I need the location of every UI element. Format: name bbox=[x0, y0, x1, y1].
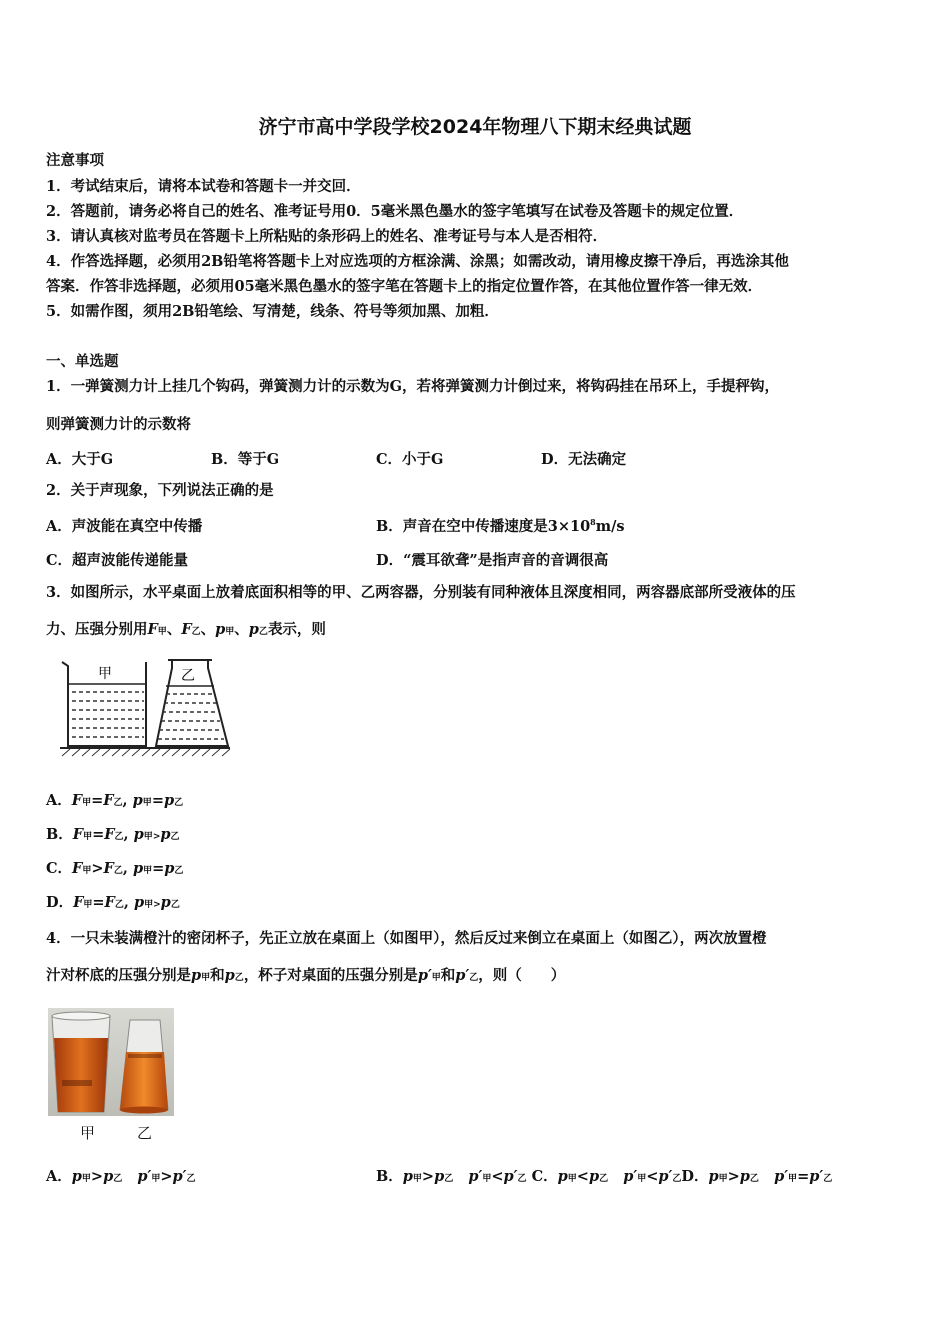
juice-cups-photo bbox=[48, 1008, 174, 1116]
caption-jia: 甲 bbox=[80, 1124, 96, 1142]
q4-options-bcd: B．p甲>p乙 p′甲<p′乙 C．p甲<p乙 p′甲<p′乙D．p甲>p乙 p′甲=p′乙 bbox=[376, 1168, 833, 1185]
q4-stem: 汁对杯底的压强分别是p甲和p乙，杯子对桌面的压强分别是p′甲和p′乙，则（ ） bbox=[46, 967, 566, 984]
notice-item: 1．考试结束后，请将本试卷和答题卡一并交回． bbox=[46, 178, 361, 195]
notice-item: 2．答题前，请务必将自己的姓名、准考证号用0．5毫米黑色墨水的签字笔填写在试卷及答题卡的规定位置． bbox=[46, 203, 744, 220]
q1-option-a: A．大于G bbox=[46, 451, 114, 468]
label-jia: 甲 bbox=[98, 666, 112, 682]
q4-stem: 4．一只未装满橙汁的密闭杯子，先正立放在桌面上（如图甲），然后反过来倒立在桌面上（如图乙），两次放置橙 bbox=[46, 930, 767, 947]
notice-heading: 注意事项 bbox=[46, 152, 104, 169]
q2-option-a: A．声波能在真空中传播 bbox=[46, 518, 203, 535]
notice-item: 3．请认真核对监考员在答题卡上所粘贴的条形码上的姓名、准考证号与本人是否相符． bbox=[46, 228, 608, 245]
q1-option-d: D．无法确定 bbox=[541, 451, 627, 468]
q3-stem: 力、压强分别用F甲、F乙、p甲、p乙表示，则 bbox=[46, 621, 326, 638]
q3-stem: 3．如图所示，水平桌面上放着底面积相等的甲、乙两容器，分别装有同种液体且深度相同，两容器底部所受液体的压 bbox=[46, 584, 796, 601]
containers-figure bbox=[58, 656, 234, 762]
q1-stem: 则弹簧测力计的示数将 bbox=[46, 416, 191, 433]
q2-option-b: B．声音在空中传播速度是$3\times 10^8m/s$ bbox=[376, 517, 625, 535]
notice-item: 5．如需作图，须用2B铅笔绘、写清楚，线条、符号等须加黑、加粗． bbox=[46, 303, 499, 320]
q3-option-b: B．F甲=F乙, p甲>p乙 bbox=[46, 826, 180, 843]
q3-option-c: C．F甲>F乙, p甲=p乙 bbox=[46, 860, 184, 877]
q3-option-a: A．F甲=F乙, p甲=p乙 bbox=[46, 792, 184, 809]
q1-stem: 1．一弹簧测力计上挂几个钩码，弹簧测力计的示数为G，若将弹簧测力计倒过来，将钩码挂在吊环上，手提秤钩， bbox=[46, 378, 779, 395]
q2-stem: 2．关于声现象，下列说法正确的是 bbox=[46, 482, 274, 499]
notice-item: 4．作答选择题，必须用2B铅笔将答题卡上对应选项的方框涂满、涂黑；如需改动，请用橡皮擦干净后，再选涂其他 bbox=[46, 253, 789, 270]
page-title: 济宁市高中学段学校2024年物理八下期末经典试题 bbox=[258, 116, 692, 138]
q1-option-c: C．小于G bbox=[376, 451, 444, 468]
label-yi: 乙 bbox=[181, 668, 195, 684]
q2-option-d: D．“震耳欲聋”是指声音的音调很高 bbox=[376, 552, 609, 569]
section-heading: 一、单选题 bbox=[46, 353, 119, 370]
q2-option-c: C．超声波能传递能量 bbox=[46, 552, 189, 569]
q4-option-a: A．p甲>p乙 p′甲>p′乙 bbox=[46, 1168, 196, 1185]
notice-item: 答案．作答非选择题，必须用05毫米黑色墨水的签字笔在答题卡上的指定位置作答，在其他位置作答一律无效． bbox=[46, 278, 763, 295]
q3-option-d: D．F甲=F乙, p甲>p乙 bbox=[46, 894, 180, 911]
q1-option-b: B．等于G bbox=[211, 451, 280, 468]
caption-yi: 乙 bbox=[137, 1124, 153, 1142]
